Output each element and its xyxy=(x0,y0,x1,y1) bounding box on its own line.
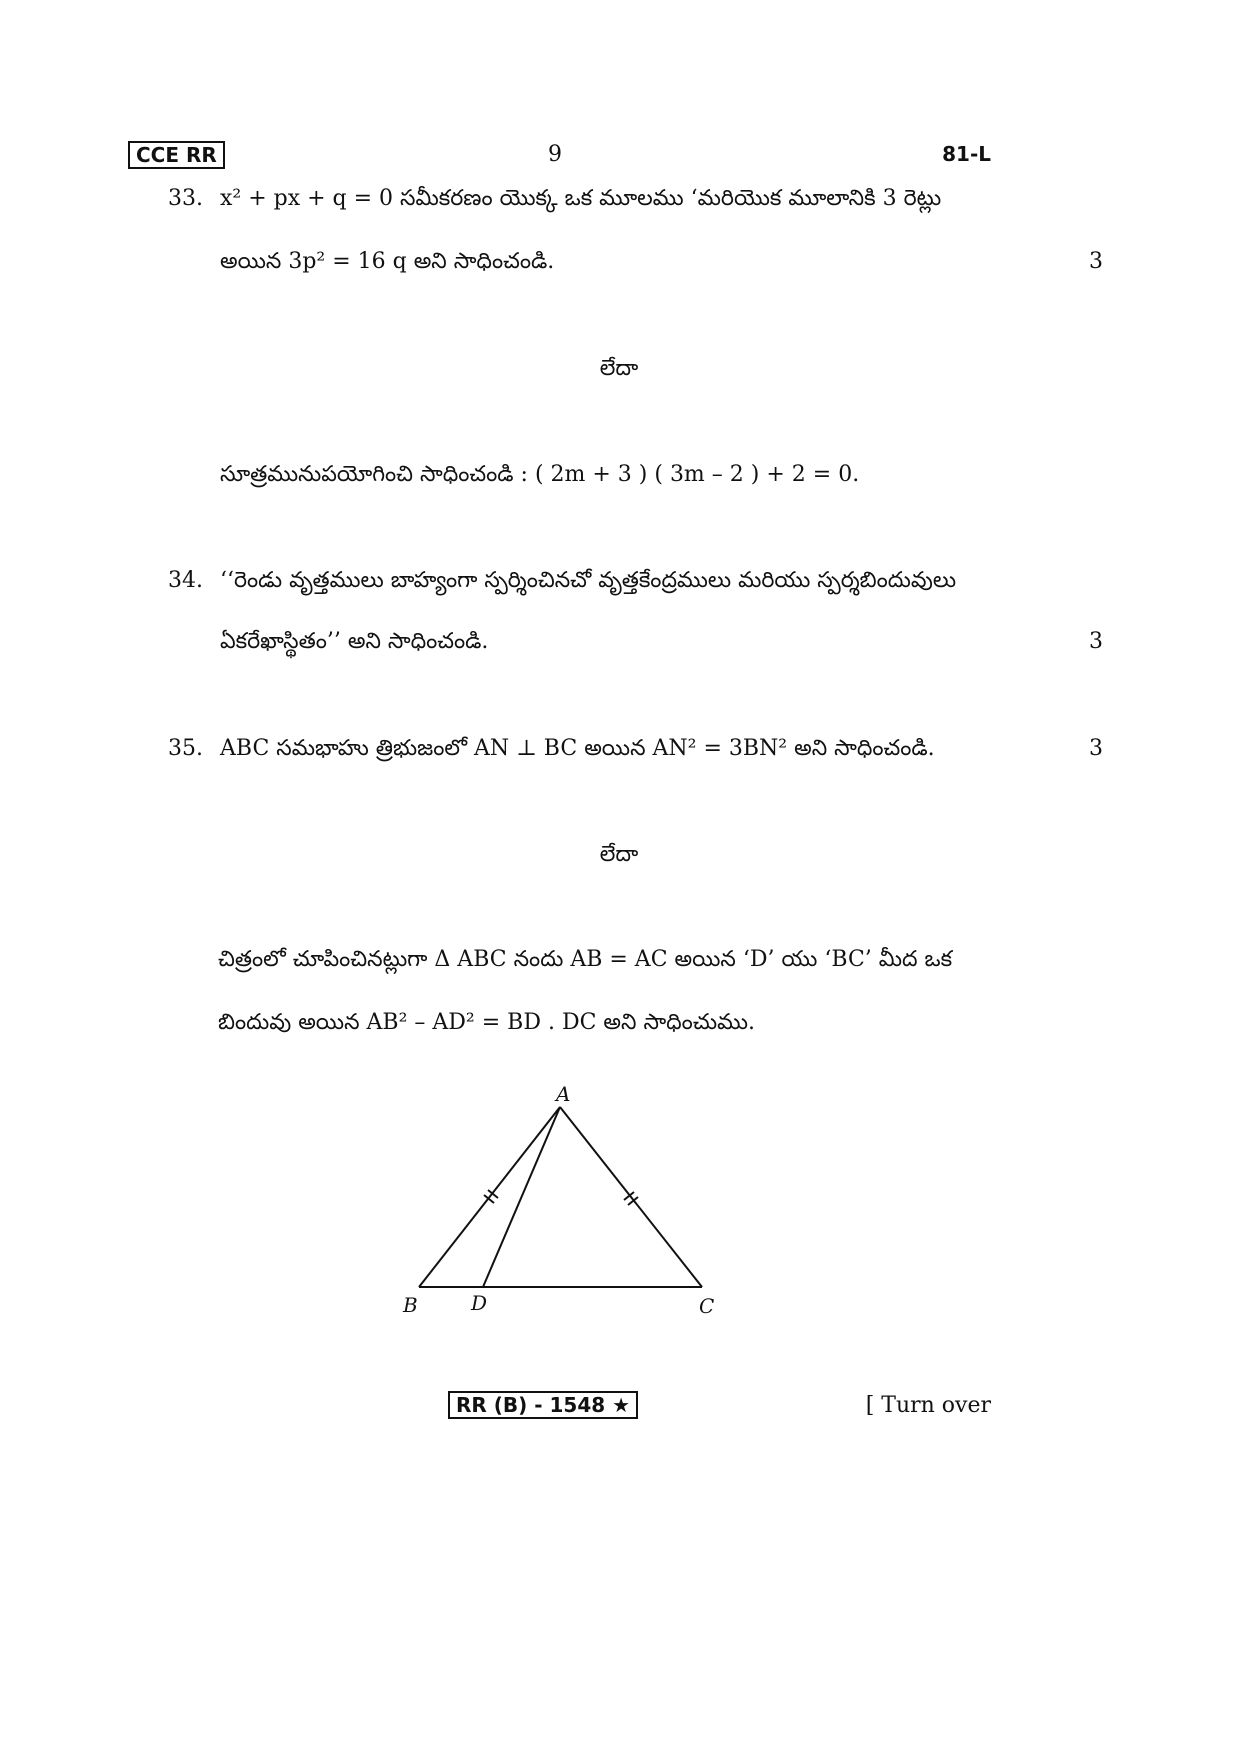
q34-marks: 3 xyxy=(1089,629,1103,654)
footer-code-box: RR (B) - 1548 ★ xyxy=(448,1391,638,1419)
segment-ad xyxy=(483,1107,560,1287)
page-number: 9 xyxy=(548,142,562,167)
exam-code-box: CCE RR xyxy=(128,141,225,169)
q35-marks: 3 xyxy=(1089,736,1103,761)
q34-line2: ఏకరేఖాస్థితం’’ అని సాధించండి. xyxy=(220,629,489,654)
vertex-label-a: A xyxy=(556,1082,571,1106)
turn-over-note: [ Turn over xyxy=(865,1393,991,1418)
question-number-33: 33. xyxy=(168,186,203,211)
side-ac xyxy=(560,1107,702,1287)
q35-alt-line2: బిందువు అయిన AB² – AD² = BD . DC అని సాధించుము. xyxy=(218,1010,756,1035)
question-number-35: 35. xyxy=(168,736,203,761)
paper-code: 81-L xyxy=(942,142,991,166)
q35-line1: ABC సమభాహు త్రిభుజంలో AN ⊥ BC అయిన AN² = 3BN² అని సాధించండి. xyxy=(220,736,935,761)
q33-alt: సూత్రమునుపయోగించి సాధించండి : ( 2m + 3 ) ( 3m – 2 ) + 2 = 0. xyxy=(220,462,860,487)
q33-line2: అయిన 3p² = 16 q అని సాధించండి. xyxy=(220,249,555,274)
point-label-d: D xyxy=(471,1291,488,1315)
side-ab xyxy=(419,1107,560,1287)
q33-marks: 3 xyxy=(1089,249,1103,274)
question-number-34: 34. xyxy=(168,568,203,593)
q33-line1: x² + px + q = 0 సమీకరణం యొక్క ఒక మూలము ‘మరియొక మూలానికి 3 రెట్లు xyxy=(220,186,942,211)
q33-or: లేదా xyxy=(599,356,639,381)
q35-alt-line1: చిత్రంలో చూపించినట్లుగా Δ ABC నందు AB = AC అయిన ‘D’ యు ‘BC’ మీద ఒక xyxy=(218,947,953,972)
vertex-label-b: B xyxy=(403,1293,418,1317)
q35-or: లేదా xyxy=(599,842,639,867)
q34-line1: ‘‘రెండు వృత్తములు బాహ్యంగా స్పర్శించినచో వృత్తకేంద్రములు మరియు స్పర్శబిందువులు xyxy=(220,568,957,593)
vertex-label-c: C xyxy=(699,1294,715,1318)
